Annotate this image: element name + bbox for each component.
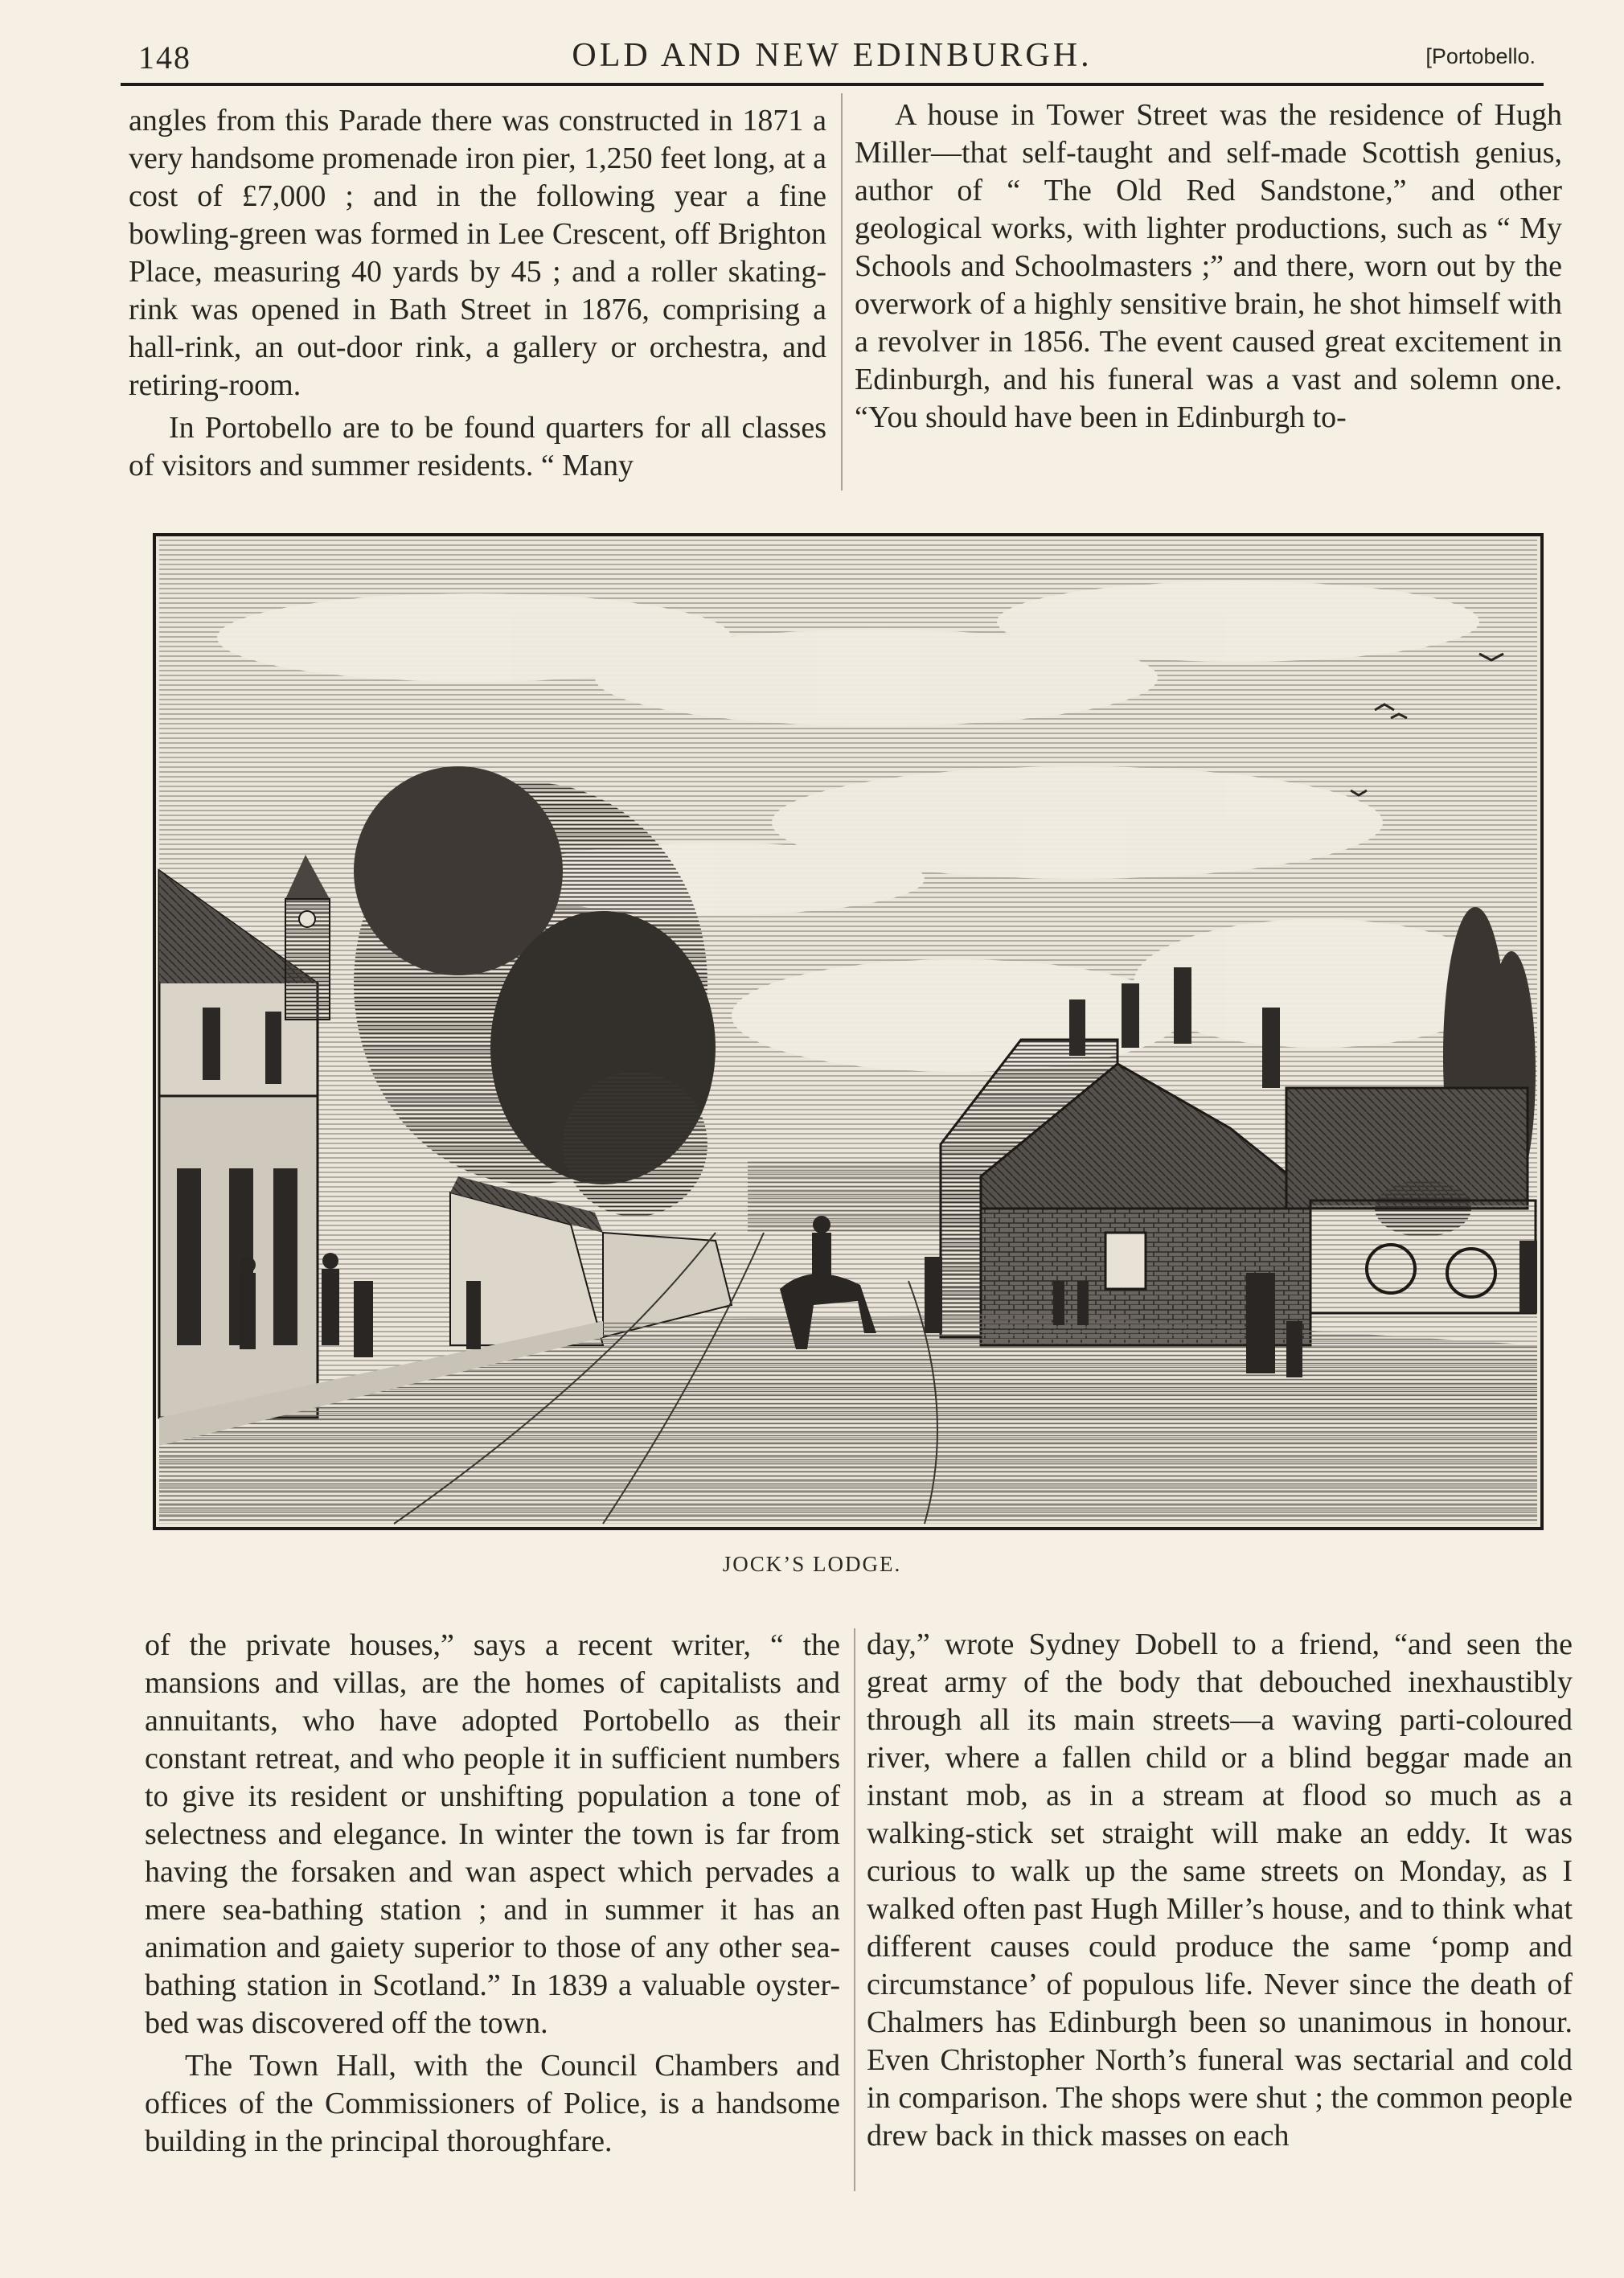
paragraph: The Town Hall, with the Council Chambers and offices of the Commissioners of Police, is a handsome building in the principal thoroughfare. [145, 2049, 840, 2158]
paragraph: day,” wrote Sydney Dobell to a friend, “and seen the great army of the body that debouched inexhaustibly through all its main streets—a waving parti-coloured river, where a fallen child or a blind beggar made an instant mob, as in a stream at flood so much as a walking-stick set straight will make an eddy. It was curious to walk up the same streets on Monday, as I walked often past Hugh Miller’s house, and to think what different causes could produce the same ‘pomp and circumstance’ of populous life. Never since the death of Chalmers has Edinburgh been so unanimous in honour. Even Christopher North’s funeral was sectarial and cold in comparison. The shops were shut ; the common people drew back in thick masses on each [867, 1627, 1573, 2153]
engraving-jocks-lodge [153, 533, 1544, 1530]
running-head [121, 32, 1544, 80]
figure-caption: JOCK’S LODGE. [722, 1552, 902, 1576]
section-label: [Portobello. [1425, 44, 1536, 68]
column-top-left [129, 102, 826, 485]
running-title: OLD AND NEW EDINBURGH. [572, 37, 1093, 74]
column-bottom-left [145, 1627, 840, 2161]
paragraph: angles from this Parade there was constructed in 1871 a very handsome promenade iron pier, 1,250 feet long, at a cost of £7,000 ; and in the following year a fine bowling-green was formed in Lee Crescent, off Brighton Place, measuring 40 yards by 45 ; and a roller skating-rink was opened in Bath Street in 1876, comprising a hall-rink, an out-door rink, a gallery or orchestra, and retiring-room. [129, 104, 826, 402]
column-top-right [855, 96, 1562, 437]
page-number: 148 [138, 39, 191, 76]
column-bottom-right [867, 1626, 1573, 2155]
column-divider [841, 93, 843, 490]
column-divider [854, 1628, 855, 2191]
paragraph: In Portobello are to be found quarters for all classes of visitors and summer residents. “ Many [129, 411, 826, 482]
header-rule [121, 83, 1544, 86]
paragraph: A house in Tower Street was the residence of Hugh Miller—that self-taught and self-made Scottish genius, author of “ The Old Red Sandstone,” and other geological works, with lighter productions, such as “ My Schools and Schoolmasters ;” and there, worn out by the overwork of a highly sensitive brain, he shot himself with a revolver in 1856. The event caused great excitement in Edinburgh, and his funeral was a vast and solemn one. “You should have been in Edinburgh to- [855, 98, 1562, 434]
paragraph: of the private houses,” says a recent writer, “ the mansions and villas, are the homes of capitalists and annuitants, who have adopted Portobello as their constant retreat, and who people it in sufficient numbers to give its resident or unshifting population a tone of selectness and elegance. In winter the town is far from having the forsaken and wan aspect which pervades a mere sea-bathing station ; and in summer it has an animation and gaiety superior to those of any other sea-bathing station in Scotland.” In 1839 a valuable oyster-bed was discovered off the town. [145, 1628, 840, 2040]
